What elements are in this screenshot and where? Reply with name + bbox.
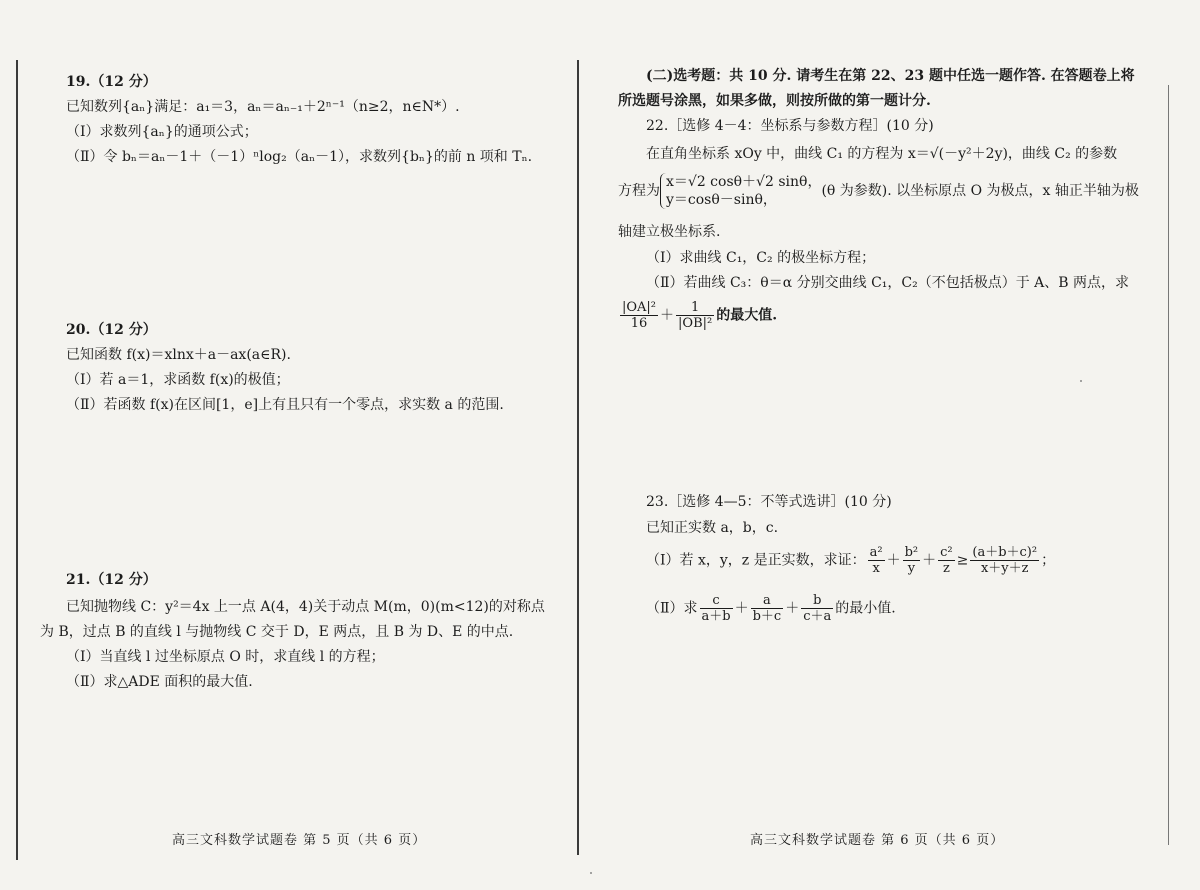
q22-title: 22.［选修 4－4：坐标系与参数方程］(10 分) [646,118,934,134]
page-6-footer: 高三文科数学试题卷 第 6 页（共 6 页） [750,833,1005,848]
q23-frac-c2z: $\frac{\text{c²}}{z}$ [940,545,953,576]
section-header-line2: 所选题号涂黑，如果多做，则按所做的第一题计分. [618,93,931,109]
q22-stem2-suffix: (θ 为参数). 以坐标原点 O 为极点，x 轴正半轴为极 [821,183,1139,199]
q19-stem: 已知数列{aₙ}满足：a₁＝3，aₙ＝aₙ₋₁＋2ⁿ⁻¹（n≥2，n∈N*）. [66,99,460,115]
q20-title: 20.（12 分） [66,322,157,338]
page-5 [0,0,580,890]
q22-frac-ob: $\frac{1}{\text{|OB|²}}$ [678,300,713,331]
q23-frac-a-bc: $\frac{a}{b+c}$ [752,593,782,624]
page-5-footer: 高三文科数学试题卷 第 5 页（共 6 页） [172,833,427,848]
scan-speck [1080,380,1082,382]
q23-frac-sum: $\frac{\text{(a＋b＋c)²}}{x+y+z}$ [972,545,1038,576]
q22-param-system [660,173,821,209]
q22-stem-line2 [618,173,1139,209]
q19-part1: （Ⅰ）求数列{aₙ}的通项公式； [66,124,258,140]
q21-title: 21.（12 分） [66,572,157,588]
q22-frac-oa: $\frac{\text{|OA|²}}{16}$ [622,300,657,331]
q22-stem-line1: 在直角坐标系 xOy 中，曲线 C₁ 的方程为 x＝√(－y²＋2y)，曲线 C₂ 的参数 [646,146,1118,162]
q23-frac-b-ca: $\frac{b}{c+a}$ [803,593,832,624]
q21-part1: （Ⅰ）当直线 l 过坐标原点 O 时，求直线 l 的方程； [66,649,385,665]
q20-part1: （Ⅰ）若 a＝1，求函数 f(x)的极值； [66,372,290,388]
q21-stem-line1: 已知抛物线 C：y²＝4x 上一点 A(4，4)关于动点 M(m，0)(m<12)的对称点 [66,599,545,615]
scan-speck [590,872,592,874]
q22-stem2-prefix: 方程为 [618,183,660,199]
q23-frac-a2x: $\frac{\text{a²}}{x}$ [869,545,883,576]
q22-part1: （Ⅰ）求曲线 C₁，C₂ 的极坐标方程； [646,250,876,266]
q22-part2-expression: $\frac{\text{|OA|²}}{16}$ ＋ $\frac{1}{\text{|OB|²}}$ 的最大值. [622,300,778,331]
q22-sys-line2: y＝cosθ－sinθ， [666,192,777,208]
section-header-line1: (二)选考题：共 10 分. 请考生在第 22、23 题中任选一题作答. 在答题卷上将 [646,68,1135,84]
q23-title: 23.［选修 4—5：不等式选讲］(10 分) [646,494,892,510]
q21-stem-line2: 为 B，过点 B 的直线 l 与抛物线 C 交于 D，E 两点，且 B 为 D、E 的中点. [40,624,514,640]
page-6 [580,0,1200,890]
q20-stem: 已知函数 f(x)＝xlnx＋a－ax(a∈R). [66,347,291,363]
q23-part1: （Ⅰ）若 x，y，z 是正实数，求证： $\frac{\text{a²}}{x}$ ＋ $\frac{\text{b²}}{y}$ ＋ $\frac{\text{c²}}{z}$ ≥ $\frac{\text{(a＋b＋c)²}}{x+y+z}$ ； [646,545,1056,576]
q22-sys-line1: x＝√2 cosθ＋√2 sinθ， [666,174,822,190]
q19-title: 19.（12 分） [66,74,157,90]
q23-frac-c-ab: $\frac{c}{a+b}$ [701,593,731,624]
q22-stem-line3: 轴建立极坐标系. [618,224,721,240]
q21-part2: （Ⅱ）求△ADE 面积的最大值. [66,674,253,690]
q22-part2: （Ⅱ）若曲线 C₃：θ＝α 分别交曲线 C₁，C₂（不包括极点）于 A、B 两点，求 [646,275,1130,291]
q23-stem: 已知正实数 a，b，c. [646,520,779,536]
q23-part2: （Ⅱ）求 $\frac{c}{a+b}$ ＋ $\frac{a}{b+c}$ ＋ $\frac{b}{c+a}$ 的最小值. [646,593,896,624]
q20-part2: （Ⅱ）若函数 f(x)在区间[1，e]上有且只有一个零点，求实数 a 的范围. [66,397,504,413]
q23-frac-b2y: $\frac{\text{b²}}{y}$ [904,545,919,576]
q19-part2: （Ⅱ）令 bₙ＝aₙ－1＋（－1）ⁿlog₂（aₙ－1），求数列{bₙ}的前 n 项和 Tₙ. [66,149,533,165]
